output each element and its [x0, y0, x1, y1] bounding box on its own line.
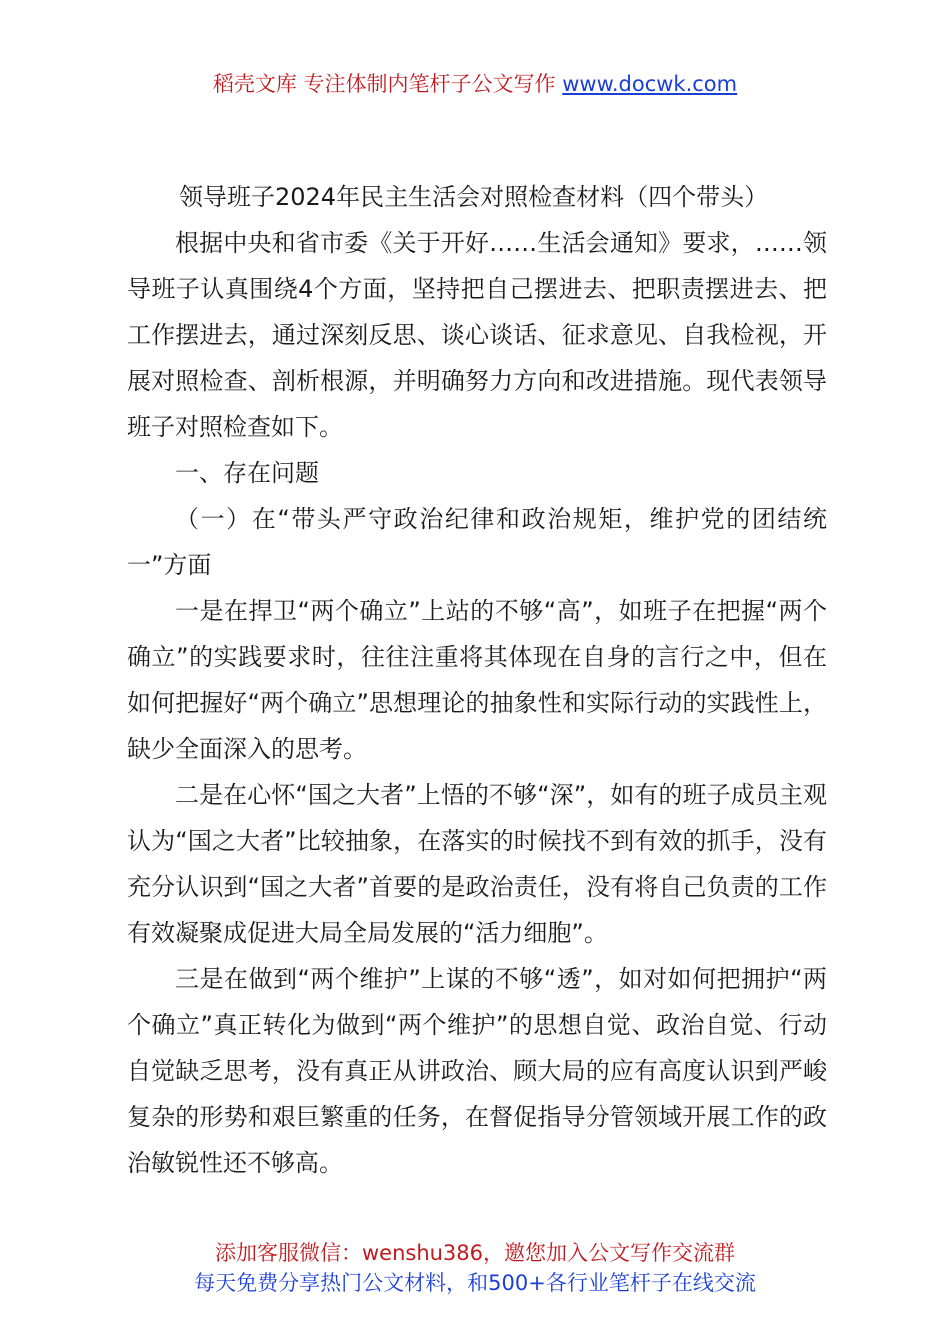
subsection-heading: （一）在“带头严守政治纪律和政治规矩，维护党的团结统一”方面	[127, 505, 827, 579]
page-header	[0, 70, 950, 98]
document-body	[127, 174, 827, 1186]
header-website-link[interactable]: www.docwk.com	[562, 72, 738, 96]
body-paragraph-3: 三是在做到“两个维护”上谋的不够“透”，如对如何把拥护“两个确立”真正转化为做到“两个维护”的思想自觉、政治自觉、行动自觉缺乏思考，没有真正从讲政治、顾大局的应有高度认识到严峻复杂的形势和艰巨繁重的任务，在督促指导分管领域开展工作的政治敏锐性还不够高。	[127, 965, 827, 1177]
section-heading: 一、存在问题	[175, 459, 319, 487]
page-footer	[0, 1238, 950, 1298]
document-title: 领导班子2024年民主生活会对照检查材料（四个带头）	[179, 183, 769, 211]
body-paragraph-2: 二是在心怀“国之大者”上悟的不够“深”，如有的班子成员主观认为“国之大者”比较抽象，在落实的时候找不到有效的抓手，没有充分认识到“国之大者”首要的是政治责任，没有将自己负责的工作有效凝聚成促进大局全局发展的“活力细胞”。	[127, 781, 827, 947]
footer-contact-line: 添加客服微信：wenshu386，邀您加入公文写作交流群	[214, 1241, 736, 1265]
intro-paragraph: 根据中央和省市委《关于开好……生活会通知》要求，……领导班子认真围绕4个方面，坚持把自己摆进去、把职责摆进去、把工作摆进去，通过深刻反思、谈心谈话、征求意见、自我检视，开展对照检查、剖析根源，并明确努力方向和改进措施。现代表领导班子对照检查如下。	[127, 229, 827, 441]
header-brand-text: 稻壳文库 专注体制内笔杆子公文写作	[212, 72, 556, 96]
footer-promo-line: 每天免费分享热门公文材料，和500+各行业笔杆子在线交流	[194, 1271, 756, 1295]
body-paragraph-1: 一是在捍卫“两个确立”上站的不够“高”，如班子在把握“两个确立”的实践要求时，往往注重将其体现在自身的言行之中，但在如何把握好“两个确立”思想理论的抽象性和实际行动的实践性上，缺少全面深入的思考。	[127, 597, 827, 763]
